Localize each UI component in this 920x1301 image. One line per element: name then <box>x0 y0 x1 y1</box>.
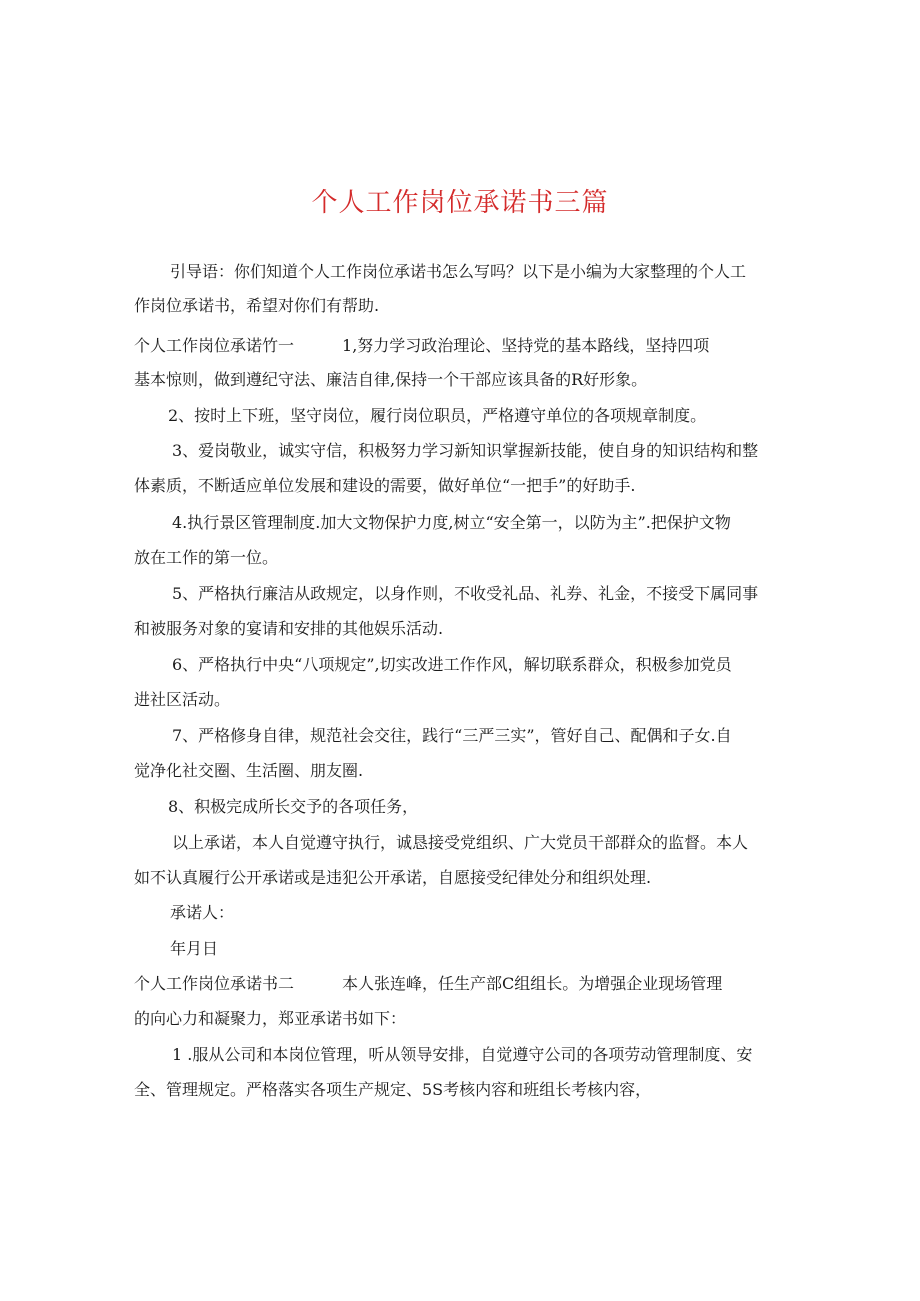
section1-text: 觉净化社交圈、生活圈、朋友圈. <box>134 761 364 780</box>
section1-text: 7、严格修身自律，规范社会交往，践行“三严三实”，管好自己、配偶和子女.自 <box>172 726 732 745</box>
section1-text: 6、严格执行中央“八项规定”,切实改进工作作风，解切联系群众，积极参加党员 <box>172 655 732 674</box>
intro-line-1: 引导语：你们知道个人工作岗位承诺书怎么写吗？以下是小编为大家整理的个人工 <box>170 262 747 281</box>
section1-text: 4.执行景区管理制度.加大文物保护力度,树立“安全第一，以防为主”.把保护文物 <box>172 513 731 532</box>
section1-heading-line <box>134 336 709 356</box>
section1-text: 5、严格执行廉洁从政规定，以身作则，不收受礼品、礼券、礼金，不接受下属同事 <box>172 584 759 603</box>
signature-label: 承诺人： <box>170 903 235 922</box>
section1-text: 1,努力学习政治理论、坚持党的基本路线，坚持四项 <box>342 336 710 355</box>
section1-text: 放在工作的第一位。 <box>134 548 279 567</box>
section2-heading: 个人工作岗位承诺书二 <box>134 974 295 993</box>
section2-heading-line <box>134 974 722 994</box>
section1-text: 进社区活动。 <box>134 690 231 709</box>
intro-line-2: 作岗位承诺书，希望对你们有帮助. <box>134 296 380 315</box>
section1-text: 基本惊则，做到遵纪守法、廉洁自律,保持一个干部应该具备的R好形象。 <box>134 370 648 389</box>
section1-text: 和被服务对象的宴请和安排的其他娱乐活动. <box>134 619 444 638</box>
document-title: 个人工作岗位承诺书三篇 <box>311 188 609 218</box>
section1-text: 8、积极完成所长交予的各项任务， <box>168 797 419 816</box>
section1-heading: 个人工作岗位承诺竹一 <box>134 336 295 355</box>
section1-text: 以上承诺，本人自觉遵守执行，诚恳接受党组织、广大党员干部群众的监督。本人 <box>172 833 749 852</box>
section2-text: 1 .服从公司和本岗位管理，听从领导安排，自觉遵守公司的各项劳动管理制度、安 <box>172 1045 753 1064</box>
section1-text: 3、爱岗敬业，诚实守信，积极努力学习新知识掌握新技能，使自身的知识结构和整 <box>172 441 759 460</box>
section1-text: 如不认真履行公开承诺或是违犯公开承诺，自愿接受纪律处分和组织处理. <box>134 868 652 887</box>
section1-text: 体素质，不断适应单位发展和建设的需要，做好单位“一把手”的好助手. <box>134 476 636 495</box>
section2-text: 全、管理规定。严格落实各项生产规定、5S考核内容和班组长考核内容， <box>134 1080 652 1099</box>
section2-text: 本人张连峰，任生产部C组组长。为增强企业现场管理 <box>342 974 723 993</box>
section2-text: 的向心力和凝聚力，郑亚承诺书如下： <box>134 1009 407 1028</box>
date-label: 年月日 <box>170 939 219 958</box>
section1-text: 2、按时上下班，坚守岗位，履行岗位职员，严格遵守单位的各项规章制度。 <box>168 406 707 425</box>
